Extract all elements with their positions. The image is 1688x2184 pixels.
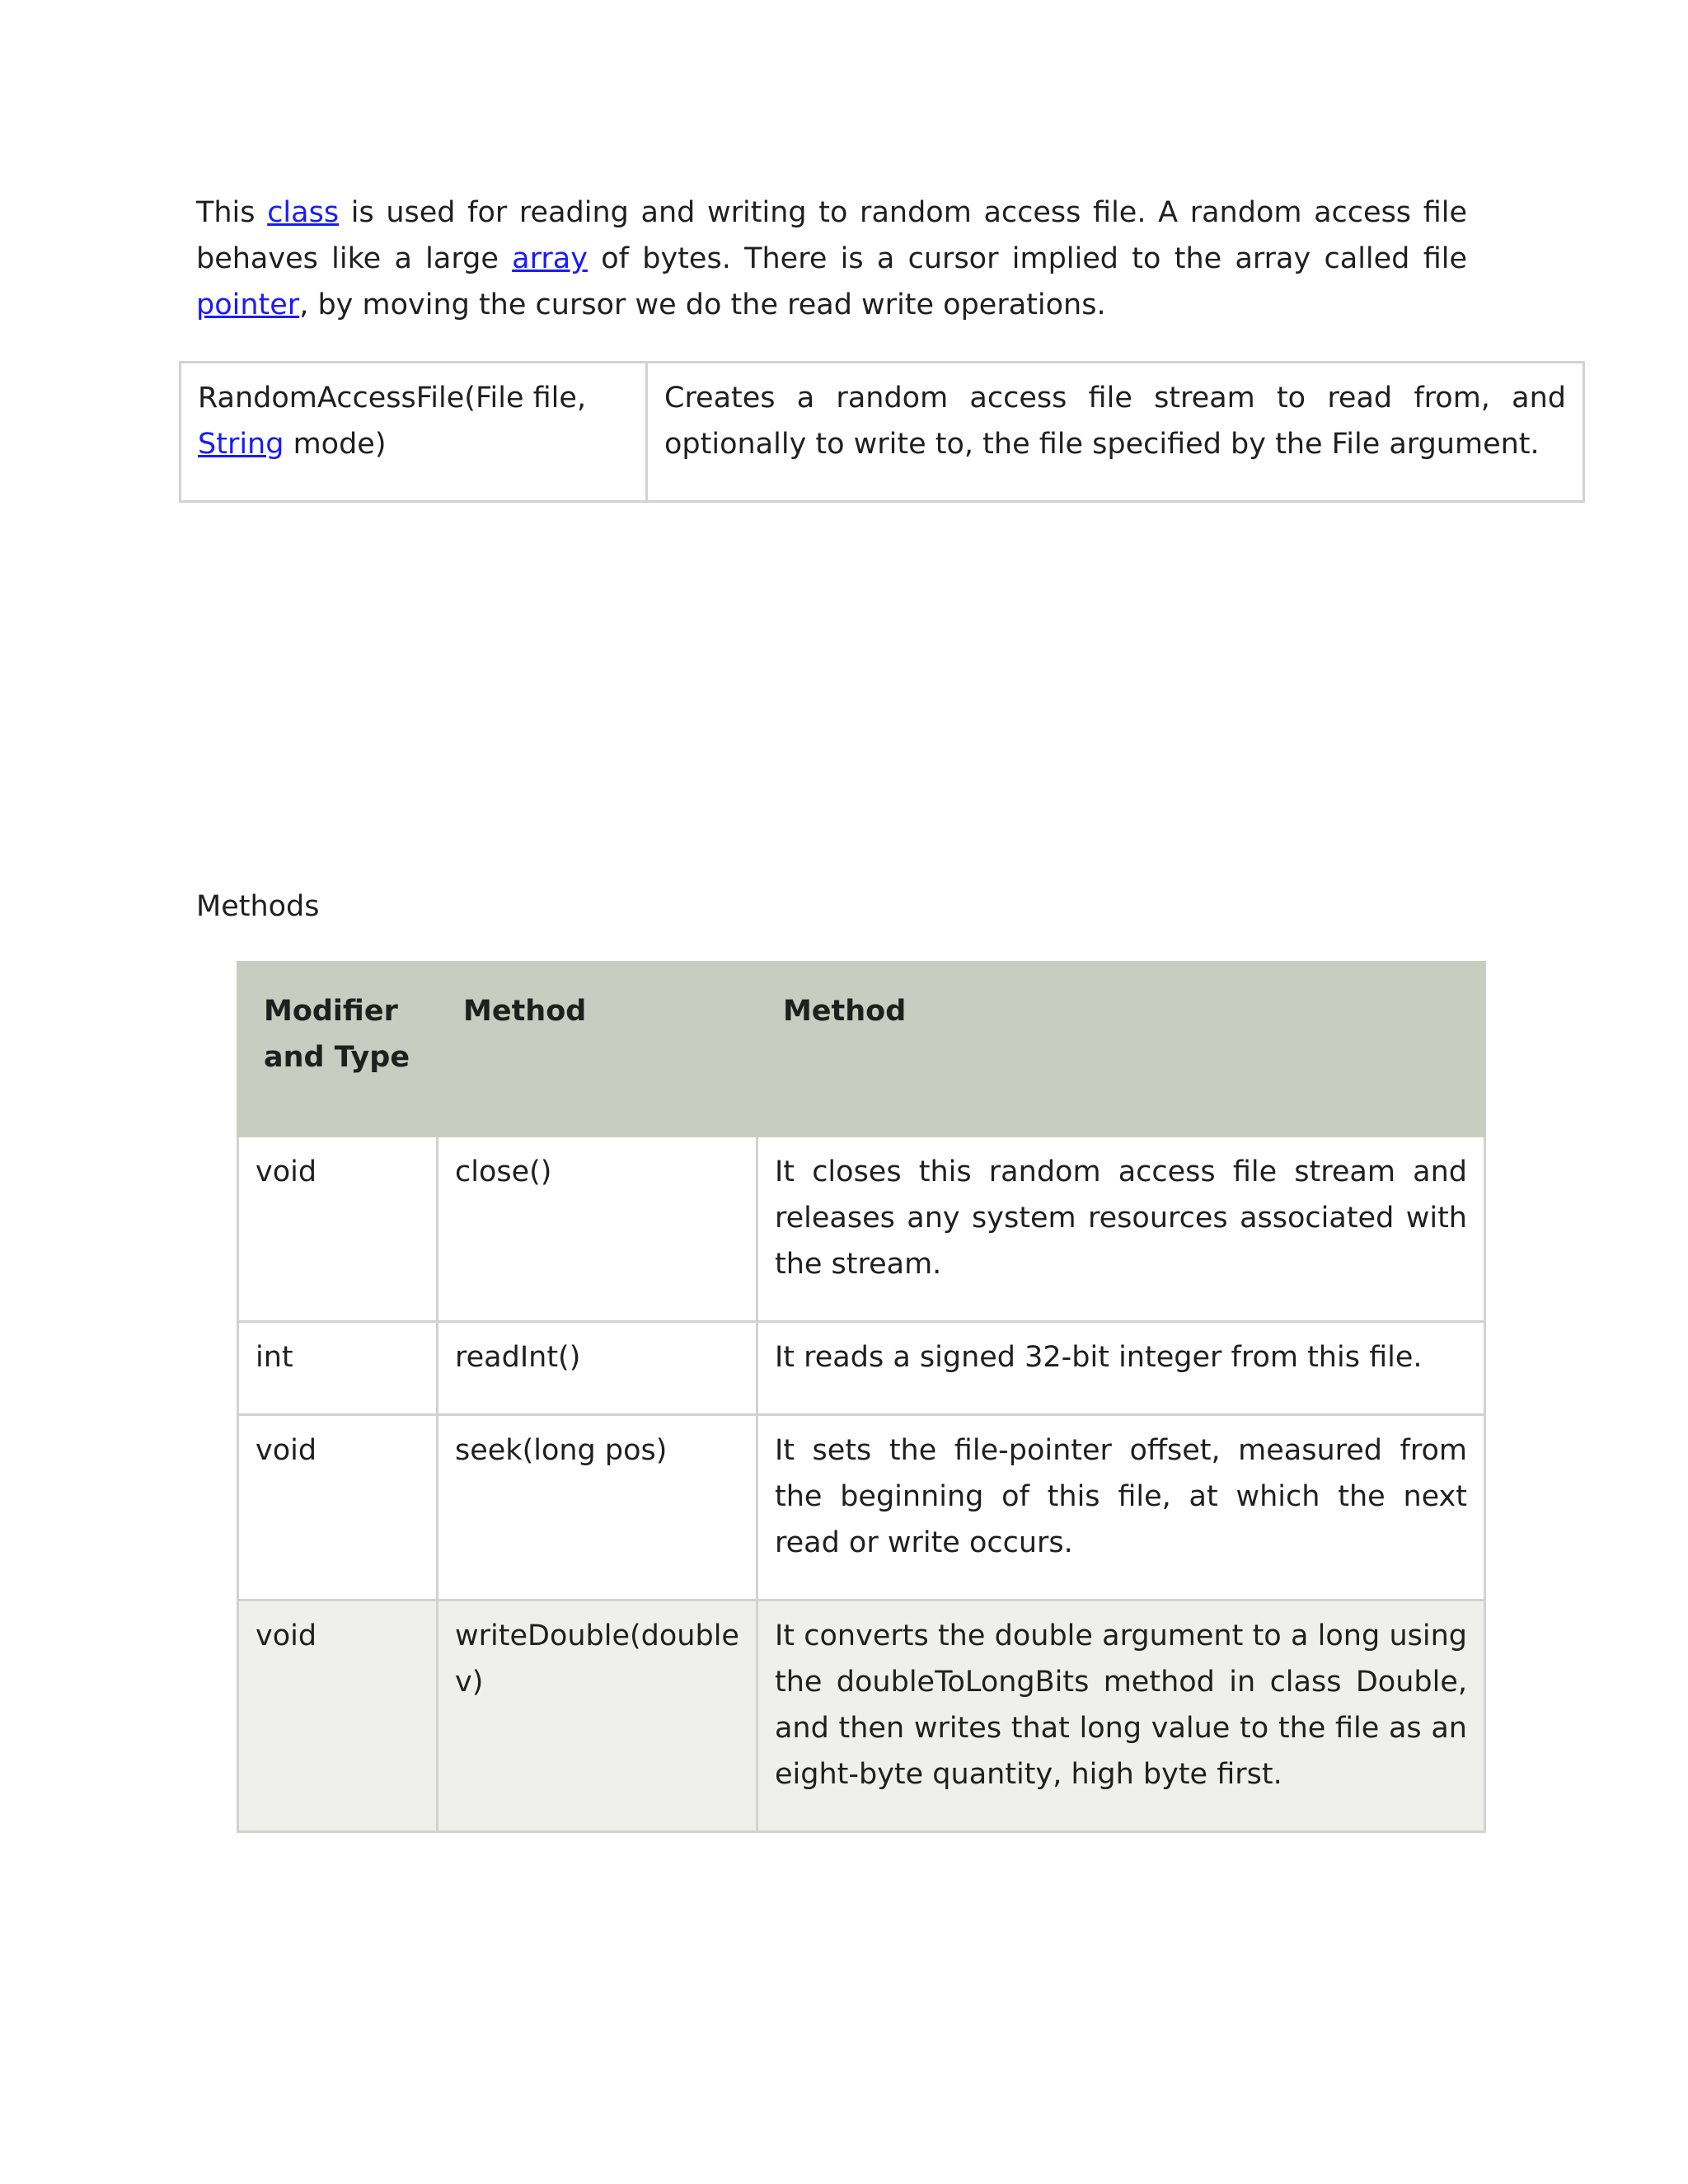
class-link[interactable]: class	[267, 196, 340, 229]
constructor-signature-text: RandomAccessFile(File file,	[198, 382, 587, 415]
methods-header-row	[238, 963, 1485, 1137]
header-method: Method	[438, 963, 757, 1137]
modifier-type-cell: void	[238, 1415, 438, 1601]
constructor-signature-cell	[181, 363, 647, 502]
method-description-cell: It closes this random access file stream and releases any system resources associated with the stream.	[757, 1137, 1484, 1322]
intro-paragraph	[196, 190, 1467, 328]
method-name-cell: close()	[438, 1137, 757, 1322]
table-row	[238, 1601, 1485, 1832]
intro-text: of bytes. There is a cursor implied to the array called file	[587, 242, 1467, 275]
modifier-type-cell: int	[238, 1322, 438, 1415]
constructor-description-cell: Creates a random access file stream to read from, and optionally to write to, the file specified by the File argument.	[647, 363, 1584, 502]
intro-text: is used for reading and writing to random access file. A random access file behaves like a large	[196, 196, 1468, 275]
array-link[interactable]: array	[512, 242, 588, 275]
header-modifier-type: Modifier and Type	[238, 963, 438, 1137]
method-description-cell: It reads a signed 32-bit integer from this file.	[757, 1322, 1484, 1415]
method-description-cell: It converts the double argument to a long using the doubleToLongBits method in class Double, and then writes that long value to the file as an eight-byte quantity, high byte first.	[757, 1601, 1484, 1832]
intro-text: This	[196, 196, 268, 229]
string-link[interactable]: String	[198, 428, 284, 461]
table-row	[238, 1322, 1485, 1415]
pointer-link[interactable]: pointer	[196, 288, 300, 321]
modifier-type-cell: void	[238, 1137, 438, 1322]
header-method-description: Method	[757, 963, 1484, 1137]
constructor-table	[179, 361, 1585, 503]
method-description-cell: It sets the file-pointer offset, measured from the beginning of this file, at which the next read or write occurs.	[757, 1415, 1484, 1601]
method-name-cell: writeDouble(double v)	[438, 1601, 757, 1832]
methods-table	[237, 961, 1486, 1833]
table-row	[238, 1415, 1485, 1601]
methods-heading: Methods	[196, 890, 320, 923]
table-row	[238, 1137, 1485, 1322]
constructor-row	[181, 363, 1584, 502]
modifier-type-cell: void	[238, 1601, 438, 1832]
intro-text: , by moving the cursor we do the read write operations.	[299, 288, 1106, 321]
method-name-cell: readInt()	[438, 1322, 757, 1415]
method-name-cell: seek(long pos)	[438, 1415, 757, 1601]
constructor-signature-text: mode)	[284, 428, 387, 461]
